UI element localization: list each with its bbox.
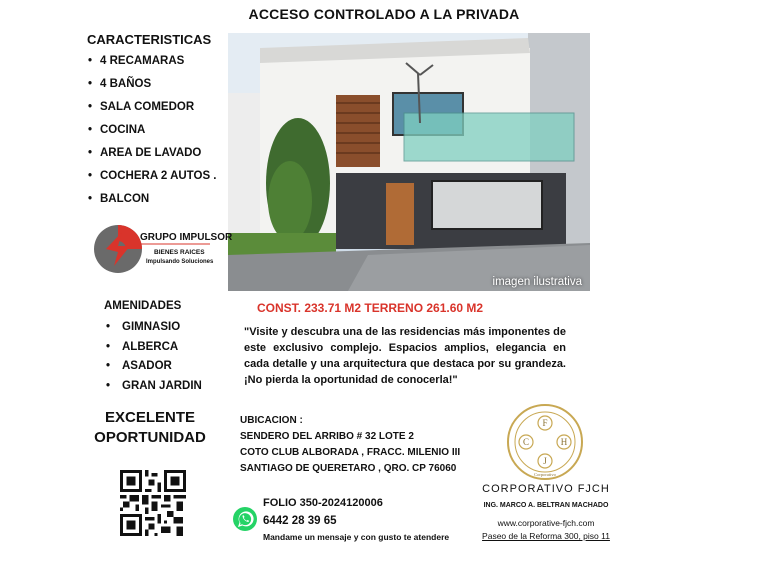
grupo-impulsor-logo-icon bbox=[92, 222, 233, 277]
emblem-letter: H bbox=[560, 437, 568, 447]
promo-line1: EXCELENTE bbox=[104, 409, 195, 426]
emblem-letter: C bbox=[522, 437, 530, 447]
amenity-item: • GIMNASIO bbox=[106, 318, 202, 338]
logo-name: GRUPO IMPULSOR bbox=[140, 232, 233, 243]
corporate-name: CORPORATIVO FJCH bbox=[482, 483, 610, 495]
contact-message: Mandame un mensaje y con gusto te atendere bbox=[263, 532, 450, 542]
amenity-item: • GRAN JARDIN bbox=[106, 377, 202, 397]
property-sizes: CONST. 233.71 M2 TERRENO 261.60 M2 bbox=[257, 301, 484, 315]
office-address: Paseo de la Reforma 300, piso 11 bbox=[482, 531, 610, 541]
page-title: ACCESO CONTROLADO A LA PRIVADA bbox=[248, 6, 520, 22]
location-line2: COTO CLUB ALBORADA , FRACC. MILENIO III bbox=[240, 447, 461, 458]
location-line1: SENDERO DEL ARRIBO # 32 LOTE 2 bbox=[240, 431, 414, 442]
house-illustration bbox=[228, 33, 590, 291]
feature-item: • BALCON bbox=[88, 188, 217, 211]
location-label: UBICACION : bbox=[240, 415, 303, 426]
promo-line2: OPORTUNIDAD bbox=[94, 429, 206, 446]
amenities-title: AMENIDADES bbox=[104, 300, 182, 312]
emblem-letter: J bbox=[543, 456, 547, 466]
engineer-name: ING. MARCO A. BELTRAN MACHADO bbox=[483, 502, 609, 509]
emblem-letter: F bbox=[542, 418, 548, 428]
feature-item: • SALA COMEDOR bbox=[88, 96, 217, 119]
emblem-subtext: Corporativo bbox=[534, 472, 556, 477]
features-list bbox=[88, 50, 217, 211]
whatsapp-logo-icon bbox=[232, 506, 258, 532]
features-title: CARACTERISTICAS bbox=[87, 32, 212, 47]
location-line3: SANTIAGO DE QUERETARO , QRO. CP 76060 bbox=[240, 463, 457, 474]
corporate-emblem bbox=[506, 403, 584, 481]
logo-line3: Impulsando Soluciones bbox=[146, 259, 214, 265]
amenities-list bbox=[106, 318, 202, 396]
property-description: "Visite y descubra una de las residencias más imponentes de este exclusivo complejo. Espacios amplios, elegancia en cada detalle y una arquitectura que destaca por su grandeza. ¡No pierda la oportunidad de conocerla!" bbox=[244, 326, 566, 386]
corporate-emblem-icon bbox=[506, 403, 584, 481]
qr-code[interactable] bbox=[120, 470, 186, 536]
amenity-item: • ALBERCA bbox=[106, 338, 202, 358]
feature-item: • AREA DE LAVADO bbox=[88, 142, 217, 165]
amenity-item: • ASADOR bbox=[106, 357, 202, 377]
feature-item: • 4 RECAMARAS bbox=[88, 50, 217, 73]
promo-banner bbox=[80, 408, 220, 448]
company-logo bbox=[92, 222, 233, 277]
logo-line2: BIENES RAICES bbox=[154, 249, 205, 256]
photo-caption: imagen ilustrativa bbox=[492, 276, 582, 288]
house-photo bbox=[228, 33, 590, 291]
qr-code-icon bbox=[120, 470, 186, 536]
website-link[interactable]: www.corporative-fjch.com bbox=[497, 518, 595, 528]
location-block bbox=[240, 413, 460, 477]
feature-item: • COCHERA 2 AUTOS . bbox=[88, 165, 217, 188]
folio-number: FOLIO 350-2024120006 bbox=[263, 497, 383, 509]
whatsapp-icon[interactable] bbox=[232, 506, 258, 532]
feature-item: • COCINA bbox=[88, 119, 217, 142]
feature-item: • 4 BAÑOS bbox=[88, 73, 217, 96]
phone-number[interactable]: 6442 28 39 65 bbox=[263, 515, 337, 527]
